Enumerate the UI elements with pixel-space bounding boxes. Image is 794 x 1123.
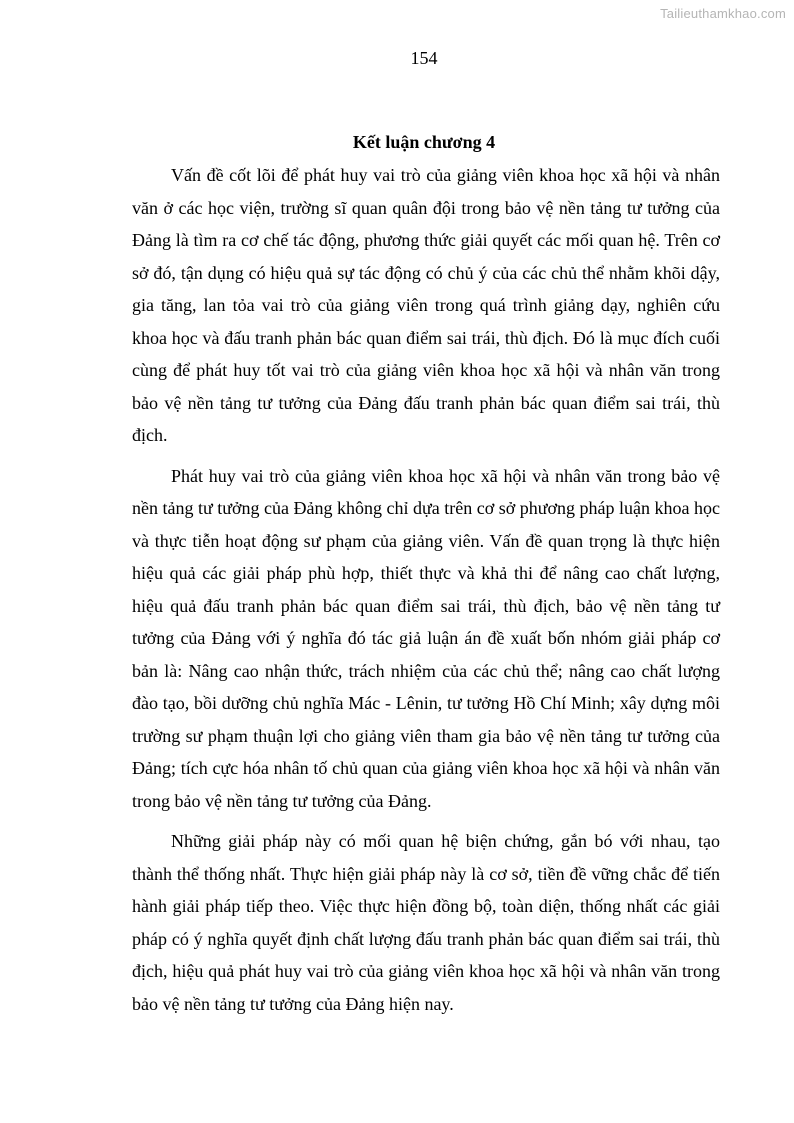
watermark-text: Tailieuthamkhao.com bbox=[660, 6, 786, 21]
chapter-title: Kết luận chương 4 bbox=[352, 132, 496, 152]
paragraph-1: Vấn đề cốt lõi để phát huy vai trò của giảng viên khoa học xã hội và nhân văn ở các học viện, trường sĩ quan quân đội trong bảo vệ nền tảng tư tưởng của Đảng là tìm ra cơ chế tác động, phương thức giải quyết các mối quan hệ. Trên cơ sở đó, tận dụng có hiệu quả sự tác động có chủ ý của các chủ thể nhằm khõi dậy, gia tăng, lan tỏa vai trò của giảng viên trong quá trình giảng dạy, nghiên cứu khoa học và đấu tranh phản bác quan điểm sai trái, thù địch. Đó là mục đích cuối cùng để phát huy tốt vai trò của giảng viên khoa học xã hội và nhân văn trong bảo vệ nền tảng tư tưởng của Đảng đấu tranh phản bác quan điểm sai trái, thù địch. bbox=[132, 165, 720, 445]
paragraph-3: Những giải pháp này có mối quan hệ biện chứng, gắn bó với nhau, tạo thành thể thống nhất. Thực hiện giải pháp này là cơ sở, tiền đề vững chắc để tiến hành giải pháp tiếp theo. Việc thực hiện đồng bộ, toàn diện, thống nhất các giải pháp có ý nghĩa quyết định chất lượng đấu tranh phản bác quan điểm sai trái, thù địch, hiệu quả phát huy vai trò của giảng viên khoa học xã hội và nhân văn trong bảo vệ nền tảng tư tưởng của Đảng hiện nay. bbox=[132, 831, 720, 1014]
paragraph-2: Phát huy vai trò của giảng viên khoa học xã hội và nhân văn trong bảo vệ nền tảng tư tưởng của Đảng không chỉ dựa trên cơ sở phương pháp luận khoa học và thực tiễn hoạt động sư phạm của giảng viên. Vấn đề quan trọng là thực hiện hiệu quả các giải pháp phù hợp, thiết thực và khả thi để nâng cao chất lượng, hiệu quả đấu tranh phản bác quan điểm sai trái, thù địch, bảo vệ nền tảng tư tưởng của Đảng với ý nghĩa đó tác giả luận án đề xuất bốn nhóm giải pháp cơ bản là: Nâng cao nhận thức, trách nhiệm của các chủ thể; nâng cao chất lượng đào tạo, bồi dưỡng chủ nghĩa Mác - Lênin, tư tưởng Hồ Chí Minh; xây dựng môi trường sư phạm thuận lợi cho giảng viên tham gia bảo vệ nền tảng tư tưởng của Đảng; tích cực hóa nhân tố chủ quan của giảng viên khoa học xã hội và nhân văn trong bảo vệ nền tảng tư tưởng của Đảng. bbox=[132, 465, 720, 811]
body-text bbox=[132, 159, 720, 1028]
page-number: 154 bbox=[410, 48, 438, 68]
